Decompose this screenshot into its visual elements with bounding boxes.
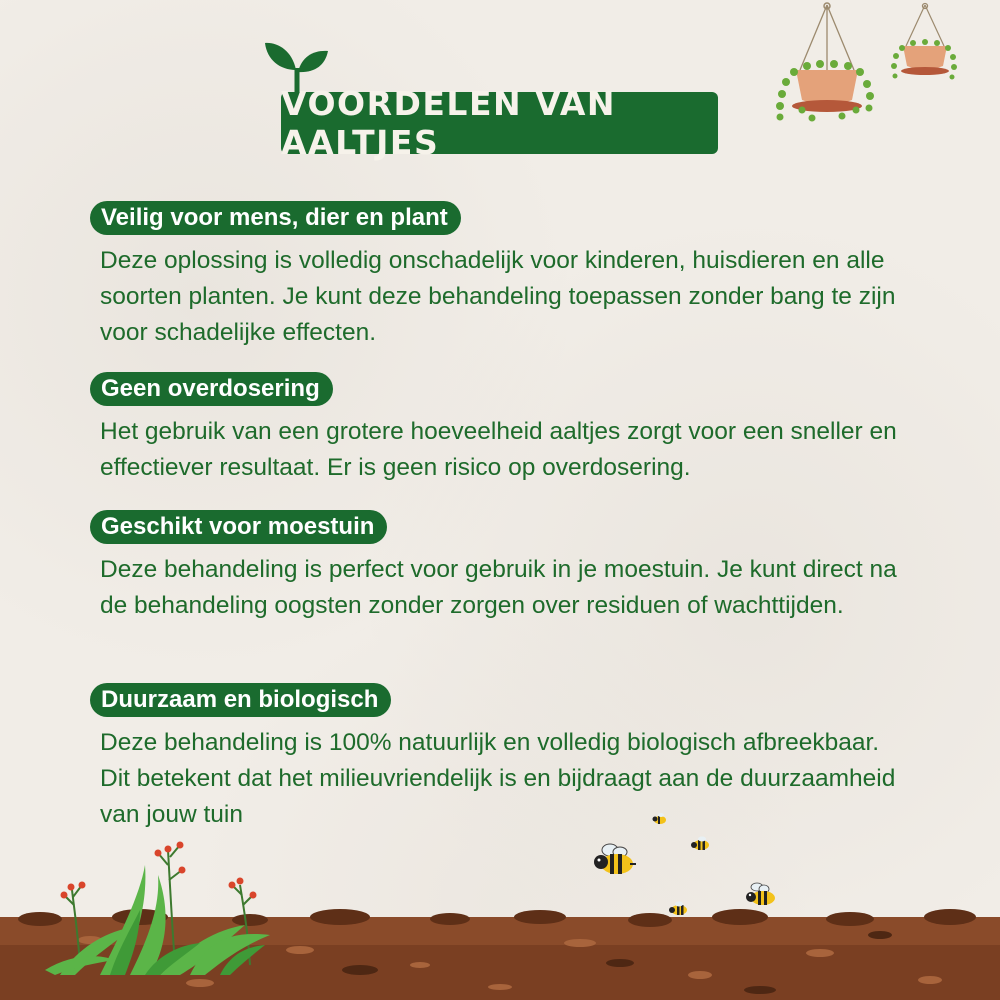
- grass-plant-icon: [40, 835, 290, 980]
- section-heading: Geschikt voor moestuin: [90, 510, 387, 544]
- section-text: Deze oplossing is volledig onschadelijk voor kinderen, huisdieren en alle soorten planten. Je kunt deze behandeling toepassen zonder bang te zijn voor schadelijke effecten.: [100, 247, 896, 346]
- section-text: Deze behandeling is 100% natuurlijk en volledig biologisch afbreekbaar. Dit betekent dat het milieuvriendelijk is en bijdraagt aan de duurzaamheid van jouw tuin: [100, 729, 896, 828]
- bee-icon: [690, 836, 712, 852]
- section-text: Het gebruik van een grotere hoeveelheid aaltjes zorgt voor een sneller en effectiever resultaat. Er is geen risico op overdosering.: [100, 418, 897, 481]
- bee-icon: [590, 840, 640, 880]
- section-heading: Geen overdosering: [90, 372, 333, 406]
- page-title: VOORDELEN VAN AALTJES: [281, 84, 617, 162]
- section-heading: Duurzaam en biologisch: [90, 683, 391, 717]
- section-no-overdose: [90, 372, 910, 486]
- section-safe: [90, 201, 910, 351]
- hanging-plant-icon: [888, 0, 958, 85]
- title-badge: [281, 84, 718, 162]
- section-sustainable: [90, 683, 910, 833]
- section-text: Deze behandeling is perfect voor gebruik in je moestuin. Je kunt direct na de behandeling oogsten zonder zorgen over residuen of wachttijden.: [100, 556, 897, 619]
- hanging-plant-icon: [772, 0, 877, 125]
- section-heading: Veilig voor mens, dier en plant: [90, 201, 461, 235]
- section-vegetable-garden: [90, 510, 910, 624]
- bee-icon: [652, 812, 668, 826]
